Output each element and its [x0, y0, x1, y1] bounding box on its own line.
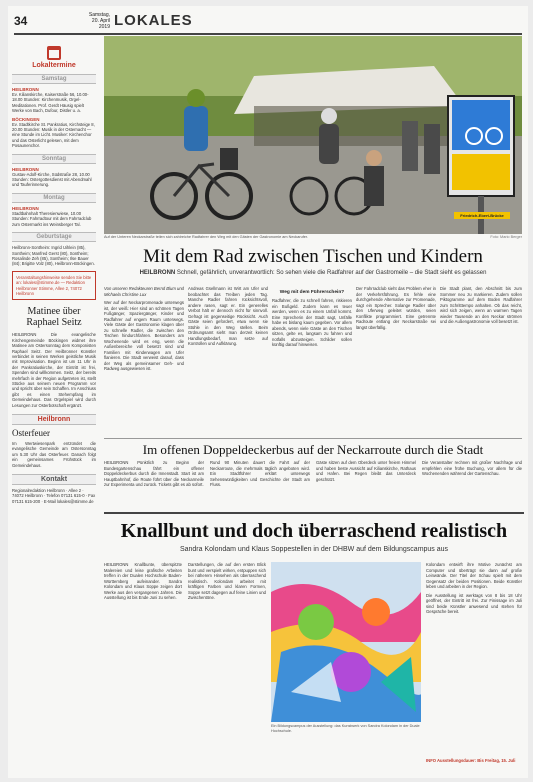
page-number: 34 — [14, 14, 28, 28]
article-subheading: Weg mit dem Führerschein? — [279, 290, 345, 295]
entry-text: Ev. Kilianskirche, Kaiserstraße 56, 10.00-18.00 Stunden: Kirchenmusik, Orgel-Meditationen. Prof. Gerdt Häusig spielt Werke von Bach, Dufour, Distler u. a. — [12, 92, 89, 114]
cyclists-photo-illustration — [104, 36, 522, 234]
article-dek — [104, 270, 522, 277]
article-column-text: Wer auf der Neckarpromenade unterwegs ist, der weiß: Hier sind an schönen Tagen Fußgänger, Spaziergänger, Kinder und Radfahrer auf engem Raum unterwegs. Viele Gäste der Gastronomie klagen über zu schnelle Radler, die zwischen den Tischen hindurchfahren. Besonders am Wochenende wird es eng, wenn die Außenbereiche voll besetzt sind und Familien mit Kinderwagen am Ufer flanieren. Die Stadt verweist darauf, dass der Weg als gemeinsamer Geh- und Radweg ausgewiesen ist. — [104, 300, 184, 371]
entry-place: BÖCKINGEN — [12, 116, 40, 122]
article-column — [272, 286, 352, 434]
article-column-text: Radfahrer, die zu schnell fahren, riskieren ein Bußgeld. Zudem kann es teuer werden, wenn es zu einem Unfall kommt. Eine Sprecherin der Stadt sagt, Unfälle habe es bislang kaum gegeben. Vor allem abends, wenn viele Gäste an den Tischen sitzen, gelte es, langsam zu fahren und notfalls abzusteigen. Schilder sollen künftig darauf hinweisen. — [272, 298, 352, 347]
calendar-icon — [47, 46, 61, 60]
article3-info: INFO Ausstellungsdauer: Bis Freitag, 15. Juli — [426, 758, 516, 763]
sidebar-title: Lokaltermine — [32, 62, 76, 69]
article-divider — [104, 438, 522, 439]
sidebar-box-text: Im Wertwiesenpark entzündet die evangelische Gemeinde am Ostersonntag um 5.30 Uhr das Osterfeuer. Danach folgt ein gemeinsames Frühstück im Gemeindehaus. — [12, 441, 96, 468]
entry-text: Ev. Stadtkirche St. Pankratius, Kirchsteige 8, 20.00 Stunden: Musik in der Osternacht — eine Stunde im Licht. Musiker: Kirchenchor und das Osterlicht gelesen, mit dem Posaunenchor. — [12, 121, 95, 149]
article-column — [104, 286, 184, 434]
group-label-birthdays: Geburtstage — [12, 232, 96, 242]
article3-box — [104, 512, 524, 774]
sidebar-box-subheading: Osterfeuer — [12, 428, 50, 439]
section-title: LOKALES — [114, 12, 193, 29]
group-label-saturday: Samstag — [12, 74, 96, 84]
article-column: Andreas Gsellmann ist Wirt am Ufer und beobachtet das Treiben jeden Tag. Manche Radler fahren rücksichtsvoll, andere rasen, sagt er. Ein generelles Verbot hält er dennoch nicht für sinnvoll. Gefragt ist gegenseitige Rücksicht. Auch Gäste seien gefordert, etwa wenn sie Stühle in den Weg stellen. Beim Ordnungsamt sieht man derzeit keinen Handlungsbedarf, man setze auf Kontrollen und Aufklärung. — [188, 286, 268, 346]
sidebar-article-text: HEILBRONN Die evangelische Kirchengemeinde Böckingen widmet ihre Matinee am Ostersonntag dem Komponisten Raphael Seitz. Der Heilbronner Künstler verbindet in seinen Werken geistliche Musik mit Improvisation. Beginn ist um 11 Uhr in der Pankratiuskirche, der Eintritt ist frei, Spenden sind willkommen. Seitz, der bereits mehrfach in der Region aufgetreten ist, stellt Stücke aus seinem neuen Programm vor und spricht über sein Schaffen. Im Anschluss gibt es einen Stehempfang im Gemeindehaus. Das Orgelspiel wird durch Lesungen zur Osterbotschaft ergänzt. — [12, 332, 96, 408]
dek-place: HEILBRONN — [139, 270, 176, 276]
artwork-photo — [271, 562, 421, 722]
article3-column: HEILBRONN Knallbunte, überspitzte Malereien und leise grafische Arbeiten treffen in der Dualen Hochschule Baden-Württemberg aufeinander. Sandra Kolondam und Klaus Soppe zeigen dort Werke aus den vergangenen Jahren. Die Ausstellung ist bis Ende Juni zu sehen. — [104, 562, 182, 600]
sidebar-column — [12, 36, 96, 771]
street-sign-label: Friedrich-Ebert-Brücke — [454, 212, 510, 219]
article2-column: HEILBRONN Pünktlich zu Beginn der Bundesgartenschau fährt ein offener Doppeldeckerbus durch die Innenstadt. Start ist am Hauptbahnhof, die Route führt über die Neckarmeile zur Experimenta und zurück. Tickets gibt es ab sofort. — [104, 460, 204, 487]
article-byline: Von unseren Redakteuren Bernd Blum und Michaela Christine Lux — [104, 286, 184, 297]
newspaper-page — [8, 6, 528, 778]
article3-column-text: Kolondam entwirft ihre Motive zunächst am Computer und überträgt sie dann auf große Leinwände. Der Titel der Schau spielt mit dem Gegensatz der beiden Positionen. Beide Künstler leben und arbeiten in der Region. — [426, 562, 522, 589]
article2-column: Die Veranstalter rechnen mit großer Nachfrage und empfehlen eine frühe Buchung, vor allem für die Wochenenden während der Gartenschau. — [422, 460, 522, 476]
entry-text: Gustav-Adolf-Kirche, Südstraße 28, 10.00 Stunden: Ostergottesdienst mit Abendmahl und Tauferinnerung. — [12, 171, 92, 188]
artwork-caption: Ein Bildungscampus der Ausstellung: das Kunstwerk von Sandra Kolondam in der Duale Hochschule. — [271, 724, 420, 733]
sidebar-box-heading: Heilbronn — [12, 414, 96, 425]
entry-place: HEILBRONN — [12, 87, 39, 92]
group-label-monday: Montag — [12, 193, 96, 203]
article2-column: Rund 90 Minuten dauert die Fahrt auf der Neckarroute, die mehrmals täglich angeboten wird. Ein Stadtführer erklärt unterwegs Sehenswürdigkeiten und Geschichte der Stadt am Fluss. — [210, 460, 310, 487]
article3-column — [426, 562, 522, 752]
main-photo-cyclists — [104, 36, 522, 234]
issue-date — [80, 12, 110, 30]
article3-dek: Sandra Kolondam und Klaus Soppestellen in der DHBW auf dem Bildungscampus aus — [179, 546, 449, 553]
artwork-photo-illustration — [271, 562, 421, 722]
dek-text: Schnell, gefährlich, unverantwortlich: So sehen viele die Radfahrer auf der Gastromeile – die Stadt sieht es gelassen — [176, 270, 487, 276]
article2-headline: Im offenen Doppeldeckerbus auf der Neckarroute durch die Stadt — [142, 442, 484, 457]
photo-caption: Auf der Unteren Neckarstraße teilen sich zahlreiche Radfahrer den Weg mit den Gästen der Gastronomie am Neckarufer. — [104, 235, 309, 239]
contact-text: Regionalredaktion Heilbronn · Allee 2 · 74072 Heilbronn · Telefon 07131 615-0 · Fax 07131 615-200 · E-Mail lokales@stimme.de — [12, 488, 96, 504]
submission-notice: Veranstaltungshinweise senden Sie bitte an: lokales@stimme.de — Redaktion Heilbronner Stimme, Allee 2, 74072 Heilbronn — [12, 271, 96, 301]
entry-text: Heilbronn-Sontheim: Ingrid Uihlein (85), Sontheim; Manfred Gerst (80), Sontheim; Rosalinde Zeh (85), Sontheim; Ilse Bauer (84); Brigitte Volz (80), Heilbronn-Böckingen. — [12, 245, 95, 267]
article3-column-text: Die Ausstellung ist werktags von 8 bis 18 Uhr geöffnet, der Eintritt ist frei. Zur Finissage im Juli sind beide Künstler anwesend und stehen für Gespräche bereit. — [426, 592, 522, 614]
article-headline: Mit dem Rad zwischen Tischen und Kindern — [143, 246, 483, 267]
article3-headline: Knallbunt und doch überraschend realistisch — [120, 520, 508, 542]
issue-date-text: 20. April 2019 — [91, 18, 110, 30]
contact-heading: Kontakt — [12, 474, 96, 485]
entry-place: HEILBRONN — [12, 166, 39, 172]
entry-place: HEILBRONN — [12, 205, 39, 211]
page-header — [14, 8, 522, 34]
issue-day: Samstag, — [88, 12, 110, 18]
photo-credit: Foto: Mario Berger — [490, 235, 522, 239]
entry-text: Stadtbahnhalt Theresienwiese, 10.00 Stunden: Fahrradtour mit dem Fahrradclub zum Ostermarkt ins Weinsberger Tal. — [12, 210, 92, 227]
sidebar-article-heading: Matinee über Raphael Seitz — [26, 306, 82, 329]
header-rule — [14, 33, 522, 35]
article-column: Die Stadt plant, den Abschnitt bis zum Sommer neu zu markieren. Zudem sollen Piktogramme auf dem Boden Radfahrer zum Schritttempo anhalten. Ob das reicht, wird sich zeigen, wenn an warmen Tagen wieder Tausende an den Neckar strömen und die Außengastronomie voll besetzt ist. — [440, 286, 522, 324]
article2-column: Gäste sitzen auf dem Oberdeck unter freiem Himmel und haben beste Aussicht auf Kilianskirche, Rathaus und Hafen. Bei Regen bleibt das Unterdeck geschützt. — [316, 460, 416, 482]
article3-column: Darstellungen, die auf den ersten Blick bunt und verspielt wirken, entpuppen sich bei näherem Hinsehen als überraschend realistisch. Kolondam arbeitet mit kräftigen Farben und klaren Formen, Soppe setzt dagegen auf feine Linien und Zwischentöne. — [188, 562, 266, 600]
article-column: Der Fahrradclub sieht das Problem eher in der Verkehrsführung. Es fehle eine durchgehende Alternative zur Promenade, sagt ein Sprecher. Solange Radler über den Uferweg geleitet würden, seien Konflikte programmiert. Eine getrennte Radroute entlang der Neckarstraße sei längst überfällig. — [356, 286, 436, 330]
group-label-sunday: Sonntag — [12, 154, 96, 164]
